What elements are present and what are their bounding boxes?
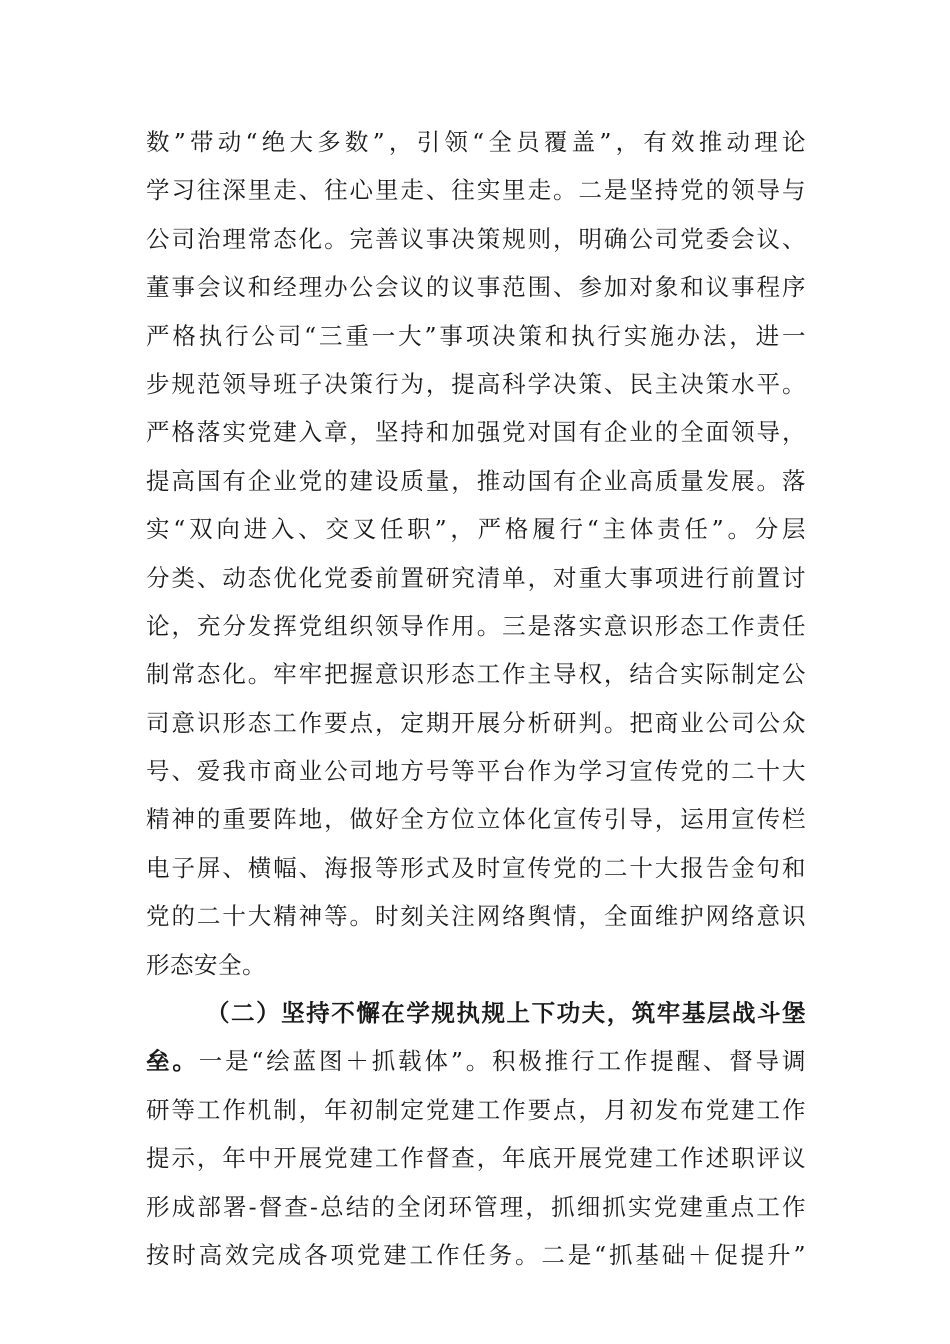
text-line: 号、爱我市商业公司地方号等平台作为学习宣传党的二十大	[146, 757, 806, 786]
text-line: 严格执行公司“三重一大”事项决策和执行实施办法，进一	[146, 321, 806, 350]
text-line: 学习往深里走、往心里走、往实里走。二是坚持党的领导与	[146, 176, 806, 205]
text-line: 研等工作机制，年初制定党建工作要点，月初发布党建工作	[146, 1095, 806, 1124]
text-line: 论，充分发挥党组织领导作用。三是落实意识形态工作责任	[146, 611, 806, 640]
text-line: 数”带动“绝大多数”，引领“全员覆盖”，有效推动理论	[146, 128, 806, 156]
text-line: 严格落实党建入章，坚持和加强党对国有企业的全面领导，	[146, 418, 806, 447]
paragraph-1	[146, 118, 806, 989]
text-line: 精神的重要阵地，做好全方位立体化宣传引导，运用宣传栏	[146, 805, 806, 834]
text-line: 形态安全。	[146, 950, 266, 979]
text-line: 形成部署-督查-总结的全闭环管理，抓细抓实党建重点工作	[146, 1192, 806, 1221]
section-heading-end: 垒。	[146, 1047, 199, 1076]
paragraph-2	[146, 989, 806, 1279]
text-line	[146, 1037, 806, 1085]
text-line: 司意识形态工作要点，定期开展分析研判。把商业公司公众	[146, 708, 806, 737]
document-body	[146, 118, 806, 1279]
text-run: 一是“绘蓝图＋抓载体”。积极推行工作提醒、督导调	[198, 1047, 806, 1076]
text-line: 步规范领导班子决策行为，提高科学决策、民主决策水平。	[146, 369, 806, 398]
text-line: 董事会议和经理办公会议的议事范围、参加对象和议事程序	[146, 273, 806, 302]
text-line: 实“双向进入、交叉任职”，严格履行“主体责任”。分层	[146, 515, 806, 544]
text-line: 党的二十大精神等。时刻关注网络舆情，全面维护网络意识	[146, 902, 806, 931]
text-line: 制常态化。牢牢把握意识形态工作主导权，结合实际制定公	[146, 660, 806, 689]
text-line: 分类、动态优化党委前置研究清单，对重大事项进行前置讨	[146, 563, 806, 592]
section-heading: （二）坚持不懈在学规执规上下功夫，筑牢基层战斗堡	[206, 999, 806, 1028]
text-line: 公司治理常态化。完善议事决策规则，明确公司党委会议、	[146, 224, 806, 253]
text-line: 电子屏、横幅、海报等形式及时宣传党的二十大报告金句和	[146, 853, 806, 882]
text-line: 按时高效完成各项党建工作任务。二是“抓基础＋促提升”	[146, 1240, 806, 1269]
text-line: 提高国有企业党的建设质量，推动国有企业高质量发展。落	[146, 466, 806, 495]
text-line: 提示，年中开展党建工作督查，年底开展党建工作述职评议	[146, 1144, 806, 1173]
